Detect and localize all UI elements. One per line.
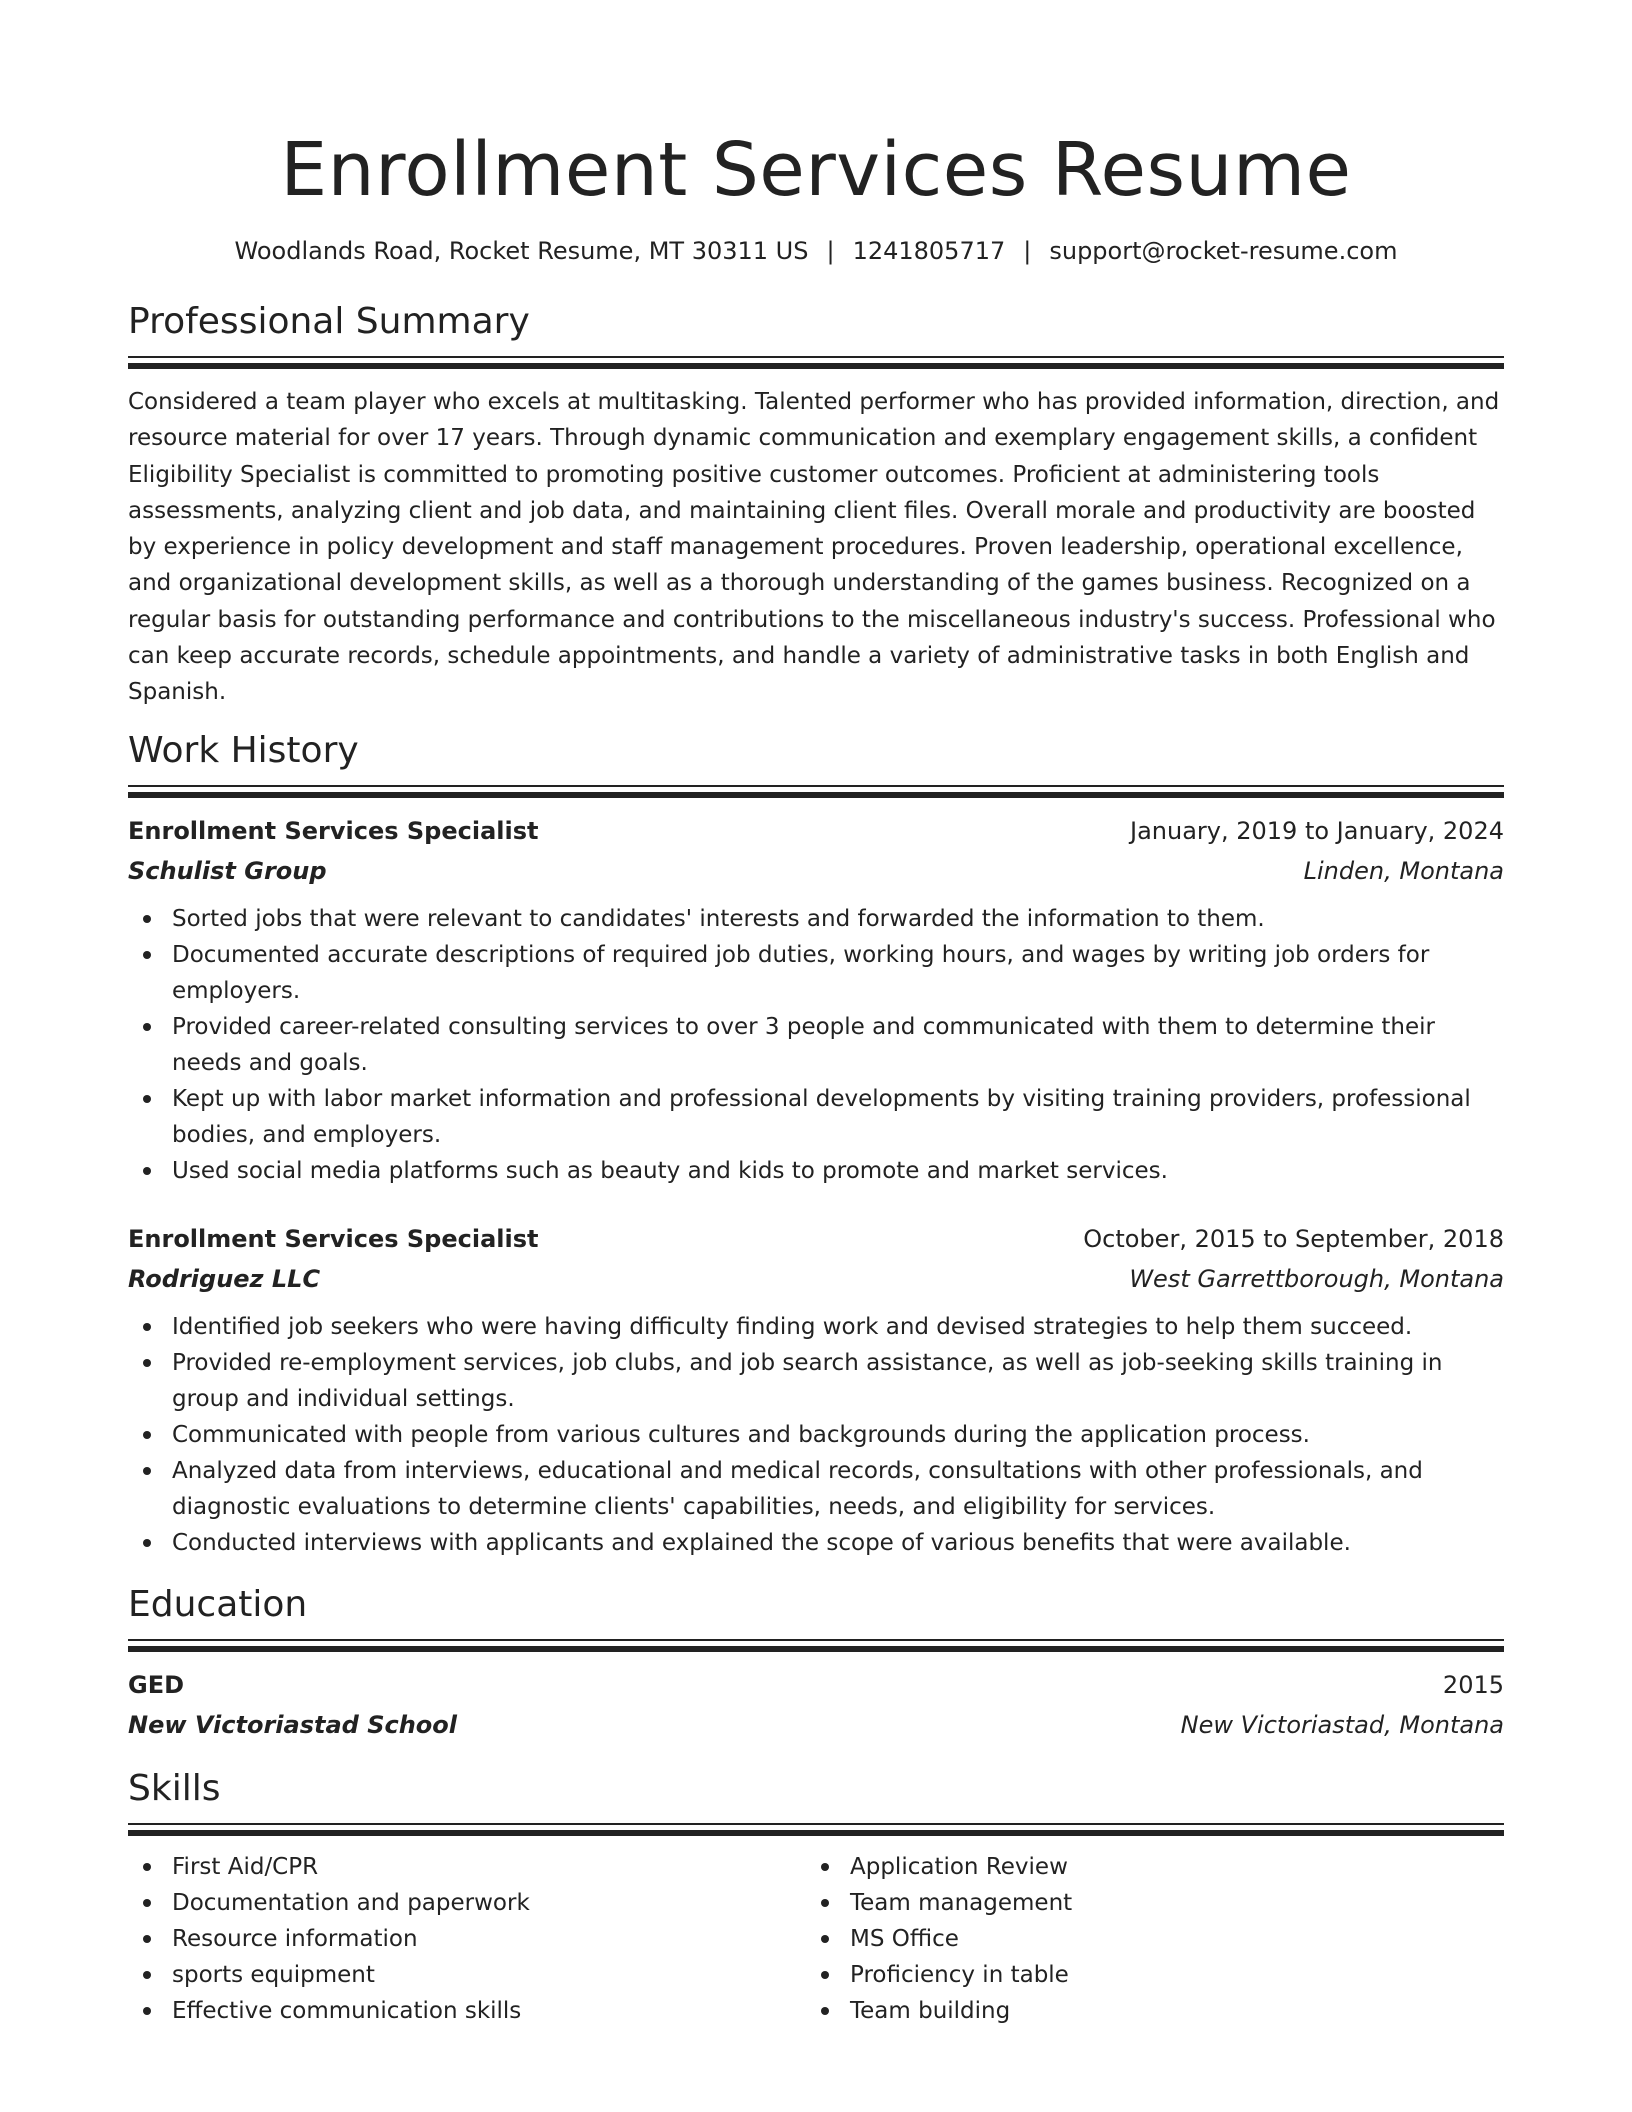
summary-text: Considered a team player who excels at multitasking. Talented performer who has provided information, direction, and resource material for over 17 years. Through dynamic communication and exemplary engagement skills, a confident Eligibility Specialist is committed to promoting positive customer outcomes. Proficient at administering tools assessments, analyzing client and job data, and maintaining client files. Overall morale and productivity are boosted by experience in policy development and staff management procedures. Proven leadership, operational excellence, and organizational development skills, as well as a thorough understanding of the games business. Recognized on a regular basis for outstanding performance and contributions to the miscellaneous industry's success. Professional who can keep accurate records, schedule appointments, and handle a variety of administrative tasks in both English and Spanish.: [128, 389, 1500, 706]
school-row: [128, 1705, 1504, 1745]
section-title-summary: Professional Summary: [128, 301, 530, 342]
company-row: [128, 851, 1504, 891]
summary-section: [128, 298, 1504, 711]
skill-item: Team management: [806, 1885, 1504, 1921]
job-bullets: [128, 1309, 1504, 1561]
skills-grid: [128, 1849, 1504, 2029]
education-section: [128, 1581, 1504, 1745]
section-title-education: Education: [128, 1583, 308, 1625]
list-item: Provided career-related consulting services to over 3 people and communicated with them to determine their needs and goals.: [128, 1009, 1504, 1081]
skill-item: MS Office: [806, 1921, 1504, 1957]
school-name: New Victoriastad School: [128, 1710, 458, 1739]
list-item: Provided re-employment services, job clubs, and job search assistance, as well as job-seeking skills training in group and individual settings.: [128, 1345, 1504, 1417]
contact-separator: |: [1023, 237, 1032, 265]
skills-section: [128, 1765, 1504, 2029]
skill-item: Resource information: [128, 1921, 806, 1957]
education-header: [128, 1665, 1504, 1705]
list-item: Analyzed data from interviews, educational and medical records, consultations with other professionals, and diagnostic evaluations to determine clients' capabilities, needs, and eligibility for services.: [128, 1453, 1504, 1525]
job-title: Enrollment Services Specialist: [128, 1224, 539, 1253]
education-year: 2015: [1442, 1670, 1504, 1699]
resume-content: [128, 0, 1504, 2029]
list-item: Kept up with labor market information and professional developments by visiting training providers, professional bodies, and employers.: [128, 1081, 1504, 1153]
section-title-work: Work History: [128, 729, 359, 771]
list-item: Identified job seekers who were having difficulty finding work and devised strategies to help them succeed.: [128, 1309, 1504, 1345]
list-item: Conducted interviews with applicants and explained the scope of various benefits that were available.: [128, 1525, 1504, 1561]
school-location: New Victoriastad, Montana: [1180, 1710, 1504, 1739]
list-item: Documented accurate descriptions of required job duties, working hours, and wages by writing job orders for employers.: [128, 937, 1504, 1009]
section-divider: [128, 1823, 1504, 1825]
contact-email[interactable]: support@rocket-resume.com: [1049, 237, 1398, 265]
skill-item: Team building: [806, 1993, 1504, 2029]
job-location: Linden, Montana: [1303, 856, 1504, 885]
skill-item: Application Review: [806, 1849, 1504, 1885]
list-item: Used social media platforms such as beauty and kids to promote and market services.: [128, 1153, 1504, 1189]
job-entry: [128, 1219, 1504, 1561]
contact-phone: 1241805717: [852, 237, 1006, 265]
skills-column-left: [128, 1849, 806, 2029]
job-bullets: [128, 901, 1504, 1189]
company-name: Rodriguez LLC: [128, 1264, 321, 1293]
skill-item: sports equipment: [128, 1957, 806, 1993]
job-dates: October, 2015 to September, 2018: [1083, 1224, 1504, 1253]
section-title-skills: Skills: [128, 1767, 221, 1809]
contact-separator: |: [826, 237, 835, 265]
job-entry: [128, 811, 1504, 1189]
job-location: West Garrettborough, Montana: [1129, 1264, 1504, 1293]
section-divider: [128, 356, 1504, 358]
skill-item: First Aid/CPR: [128, 1849, 806, 1885]
skills-column-right: [806, 1849, 1504, 2029]
skill-item: Effective communication skills: [128, 1993, 806, 2029]
skill-item: Proficiency in table: [806, 1957, 1504, 1993]
resume-name: Enrollment Services Resume: [280, 127, 1352, 213]
contact-line: [128, 234, 1504, 268]
company-name: Schulist Group: [128, 856, 327, 885]
contact-address: Woodlands Road, Rocket Resume, MT 30311 US: [234, 237, 809, 265]
job-header: [128, 1219, 1504, 1259]
list-item: Sorted jobs that were relevant to candidates' interests and forwarded the information to them.: [128, 901, 1504, 937]
list-item: Communicated with people from various cultures and backgrounds during the application process.: [128, 1417, 1504, 1453]
section-divider: [128, 785, 1504, 787]
job-header: [128, 811, 1504, 851]
company-row: [128, 1259, 1504, 1299]
education-degree: GED: [128, 1670, 185, 1699]
skill-item: Documentation and paperwork: [128, 1885, 806, 1921]
section-divider: [128, 1639, 1504, 1641]
job-title: Enrollment Services Specialist: [128, 816, 539, 845]
job-dates: January, 2019 to January, 2024: [1130, 816, 1504, 845]
work-section: [128, 727, 1504, 1561]
